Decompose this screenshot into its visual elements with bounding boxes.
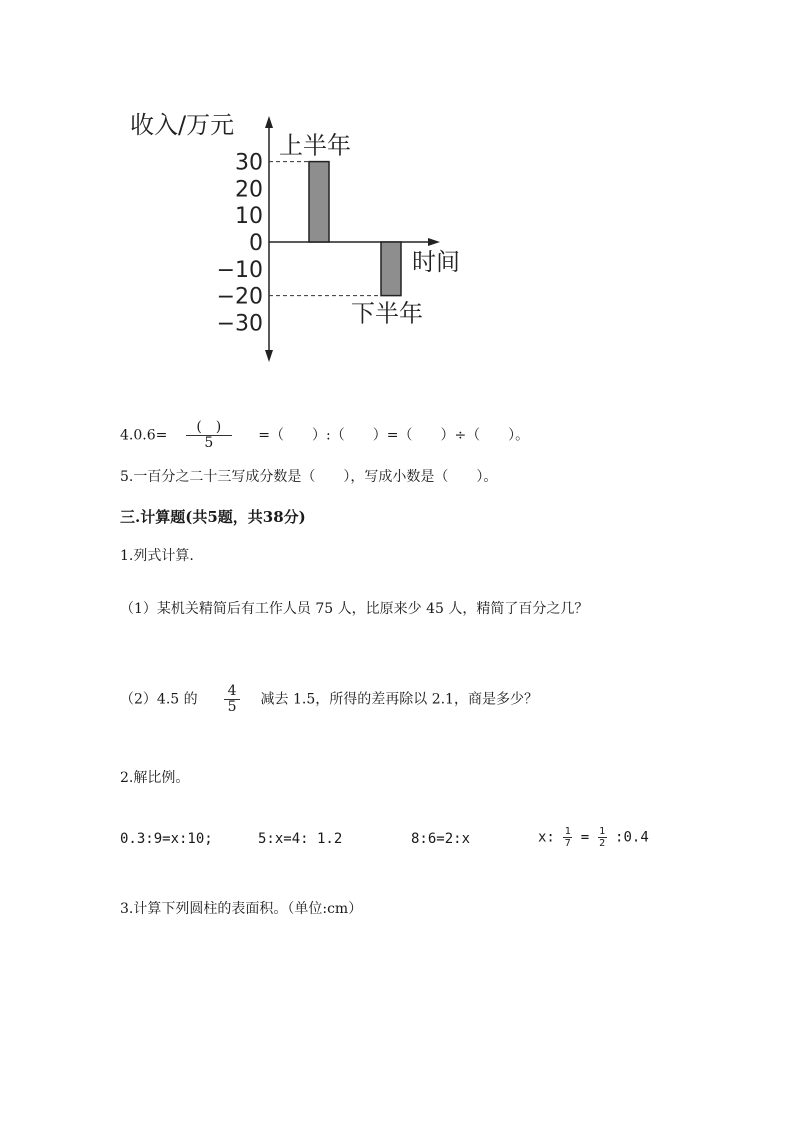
y-tick-label: 20 — [235, 177, 263, 203]
problem-1-sub-1: （1）某机关精简后有工作人员 75 人，比原来少 45 人，精简了百分之几？ — [120, 601, 589, 617]
x-axis-arrow — [428, 238, 440, 246]
proportion-eq-2: 5:x=4: 1.2 — [258, 831, 343, 847]
y-axis-arrow-up — [265, 116, 273, 128]
p1-sub2-numerator: 4 — [227, 683, 237, 699]
section-3-heading: 三.计算题(共5题，共38分) — [120, 508, 306, 526]
problem-1-sub-2 — [120, 684, 538, 715]
bar-first-half — [309, 162, 329, 242]
y-tick-label: −20 — [216, 284, 263, 310]
eq4-f2-denominator: 2 — [599, 838, 606, 849]
proportion-eq-3: 8:6=2:x — [411, 831, 471, 847]
y-tick-label: −10 — [216, 257, 263, 283]
p1-sub2-fraction — [224, 684, 240, 715]
bar-label: 上半年 — [279, 131, 351, 160]
proportion-eq-1: 0.3:9=x:10; — [120, 831, 213, 847]
eq4-fraction-2 — [598, 826, 607, 849]
p1-sub2-part-b: 减去 1.5，所得的差再除以 2.1，商是多少？ — [260, 691, 538, 708]
proportion-eq-4 — [538, 826, 649, 849]
y-axis-label: 收入/万元 — [130, 111, 235, 139]
q4-fraction-numerator: ( ) — [196, 419, 222, 435]
problem-1-title: 1.列式计算. — [120, 548, 194, 564]
eq4-f1-denominator: 7 — [564, 838, 571, 849]
problem-2-title: 2.解比例。 — [120, 770, 190, 786]
problem-3-title: 3.计算下列圆柱的表面积。（单位:cm） — [120, 901, 363, 917]
y-axis-arrow-down — [265, 350, 273, 362]
eq4-f2-numerator: 1 — [599, 826, 606, 837]
y-tick-label: −30 — [216, 311, 263, 337]
p1-sub2-denominator: 5 — [227, 699, 237, 715]
p1-sub2-part-a: （2）4.5 的 — [120, 691, 198, 708]
eq4-part-b: :0.4 — [615, 829, 649, 846]
x-axis-label: 时间 — [412, 248, 460, 276]
bar-second-half — [381, 242, 401, 296]
eq4-part-a: x: — [538, 829, 555, 846]
y-tick-label: 10 — [235, 204, 263, 230]
y-tick-label: 0 — [249, 231, 263, 256]
q4-fraction-denominator: 5 — [204, 435, 214, 451]
y-tick-label: 30 — [235, 150, 263, 176]
q4-rest: =（ ）:（ ）=（ ）÷（ ）。 — [258, 427, 530, 444]
question-4 — [120, 420, 529, 451]
eq4-fraction-1 — [563, 826, 572, 849]
income-bar-chart — [120, 100, 480, 370]
q4-prefix: 4.0.6= — [120, 427, 168, 444]
bar-label: 下半年 — [351, 299, 423, 328]
question-5: 5.一百分之二十三写成分数是（ ），写成小数是（ ）。 — [120, 469, 498, 485]
q4-fraction — [186, 420, 232, 451]
eq4-f1-numerator: 1 — [564, 826, 571, 837]
eq4-equals: = — [580, 829, 590, 846]
